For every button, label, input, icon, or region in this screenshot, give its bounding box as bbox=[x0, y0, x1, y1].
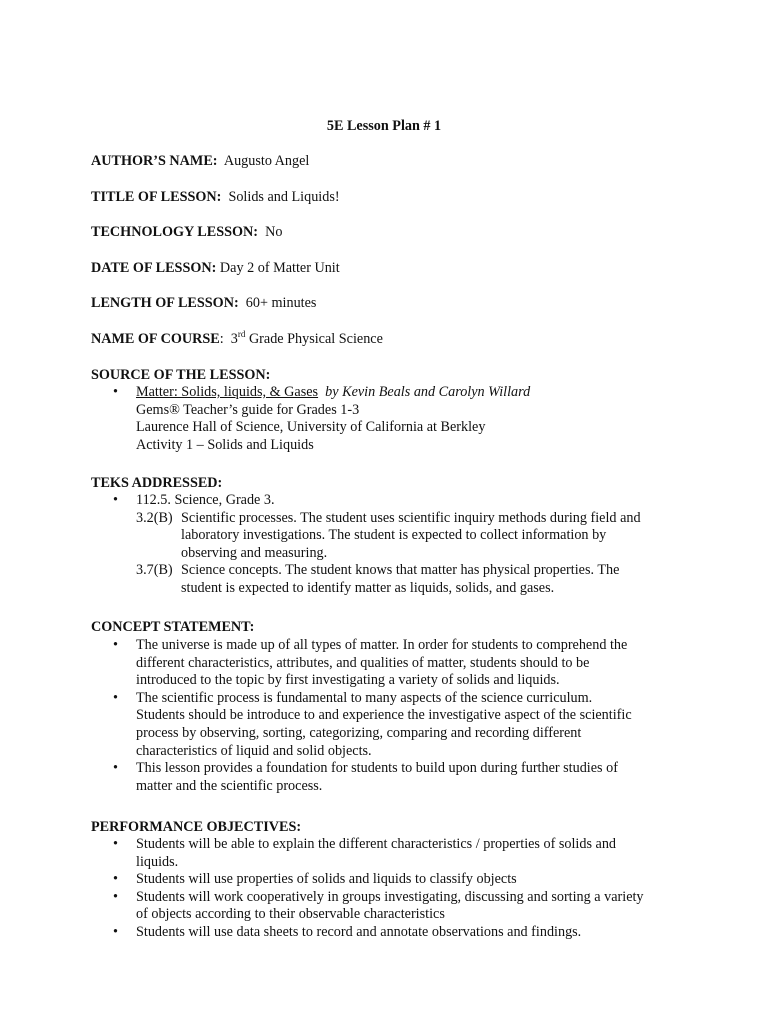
teks-line: observing and measuring. bbox=[181, 544, 328, 561]
source-line: Laurence Hall of Science, University of California at Berkley bbox=[136, 419, 486, 436]
technology-field bbox=[91, 223, 282, 241]
author-label: AUTHOR’S NAME: bbox=[91, 153, 218, 169]
source-book-title: Matter: Solids, liquids, & Gases bbox=[136, 384, 319, 400]
lesson-title-value: Solids and Liquids! bbox=[228, 189, 340, 205]
course-grade-number: 3 bbox=[230, 331, 238, 347]
list-item bbox=[91, 871, 691, 889]
bullet-icon: • bbox=[113, 888, 118, 905]
bullet-icon: • bbox=[113, 384, 118, 400]
list-item bbox=[91, 760, 691, 795]
author-field bbox=[91, 152, 309, 170]
objective-line: Students will use properties of solids and liquids to classify objects bbox=[136, 871, 517, 888]
teks-line: student is expected to identify matter as liquids, solids, and gases. bbox=[181, 579, 555, 596]
teks-heading: TEKS ADDRESSED: bbox=[91, 475, 223, 491]
concept-line: The universe is made up of all types of matter. In order for students to comprehend the bbox=[136, 637, 628, 653]
concept-line: Students should be introduce to and experience the investigative aspect of the scientific bbox=[136, 707, 632, 724]
concept-line: introduced to the topic by first investigating a variety of solids and liquids. bbox=[136, 672, 560, 689]
teks-code: 3.7(B) bbox=[136, 562, 173, 579]
objective-line: Students will work cooperatively in groups investigating, discussing and sorting a variety bbox=[136, 888, 644, 905]
objectives-list bbox=[91, 836, 691, 942]
lesson-title-label: TITLE OF LESSON: bbox=[91, 189, 222, 205]
list-item bbox=[91, 889, 691, 924]
list-item bbox=[91, 690, 691, 760]
concept-line: matter and the scientific process. bbox=[136, 777, 323, 794]
technology-label: TECHNOLOGY LESSON: bbox=[91, 224, 259, 240]
list-item bbox=[91, 637, 691, 690]
teks-code: 3.2(B) bbox=[136, 509, 173, 526]
course-grade-suffix: rd bbox=[237, 329, 246, 339]
author-value: Augusto Angel bbox=[223, 153, 310, 169]
length-label: LENGTH OF LESSON: bbox=[91, 295, 239, 311]
teks-item bbox=[91, 562, 691, 597]
source-line: Gems® Teacher’s guide for Grades 1-3 bbox=[136, 401, 360, 418]
concept-heading: CONCEPT STATEMENT: bbox=[91, 619, 255, 635]
course-label: NAME OF COURSE bbox=[91, 331, 220, 347]
source-line: Activity 1 – Solids and Liquids bbox=[136, 436, 314, 453]
course-value: Grade Physical Science bbox=[248, 331, 383, 347]
objective-line: of objects according to their observable characteristics bbox=[136, 906, 445, 923]
list-item bbox=[91, 492, 691, 510]
concept-line: process by observing, sorting, categorizing, comparing and recording different bbox=[136, 724, 582, 741]
bullet-icon: • bbox=[113, 871, 118, 888]
teks-main: 112.5. Science, Grade 3. bbox=[136, 492, 275, 508]
concept-line: characteristics of liquid and solid objects. bbox=[136, 742, 372, 759]
concept-line: different characteristics, attributes, and qualities of matter, students should to be bbox=[136, 654, 590, 671]
page-title: 5E Lesson Plan # 1 bbox=[326, 118, 442, 134]
bullet-icon: • bbox=[113, 492, 118, 508]
length-value: 60+ minutes bbox=[245, 295, 317, 311]
list-item bbox=[91, 384, 691, 454]
course-colon: : bbox=[219, 331, 224, 347]
course-field bbox=[91, 330, 383, 348]
teks-item bbox=[91, 510, 691, 563]
date-label: DATE OF LESSON: bbox=[91, 260, 217, 276]
objectives-heading: PERFORMANCE OBJECTIVES: bbox=[91, 819, 302, 835]
bullet-icon: • bbox=[113, 923, 118, 940]
source-authors: by Kevin Beals and Carolyn Willard bbox=[325, 384, 531, 400]
teks-line: Science concepts. The student knows that matter has physical properties. The bbox=[181, 562, 620, 579]
objective-line: Students will be able to explain the different characteristics / properties of solids and bbox=[136, 836, 617, 852]
list-item bbox=[91, 836, 691, 871]
technology-value: No bbox=[265, 224, 283, 240]
bullet-icon: • bbox=[113, 836, 118, 852]
date-value: Day 2 of Matter Unit bbox=[219, 260, 340, 276]
teks-line: laboratory investigations. The student is expected to collect information by bbox=[181, 527, 607, 544]
concept-line: This lesson provides a foundation for students to build upon during further studies of bbox=[136, 760, 618, 777]
bullet-icon: • bbox=[113, 760, 118, 777]
source-heading: SOURCE OF THE LESSON: bbox=[91, 367, 271, 383]
objective-line: liquids. bbox=[136, 853, 179, 870]
list-item bbox=[91, 924, 691, 942]
date-field bbox=[91, 259, 340, 277]
bullet-icon: • bbox=[113, 637, 118, 653]
objective-line: Students will use data sheets to record and annotate observations and findings. bbox=[136, 923, 582, 940]
concept-list bbox=[91, 637, 691, 795]
concept-line: The scientific process is fundamental to many aspects of the science curriculum. bbox=[136, 689, 593, 706]
source-list bbox=[91, 384, 691, 454]
teks-list bbox=[91, 492, 691, 598]
length-field bbox=[91, 294, 316, 312]
teks-line: Scientific processes. The student uses scientific inquiry methods during field and bbox=[181, 509, 641, 526]
bullet-icon: • bbox=[113, 689, 118, 706]
lesson-title-field bbox=[91, 188, 340, 206]
